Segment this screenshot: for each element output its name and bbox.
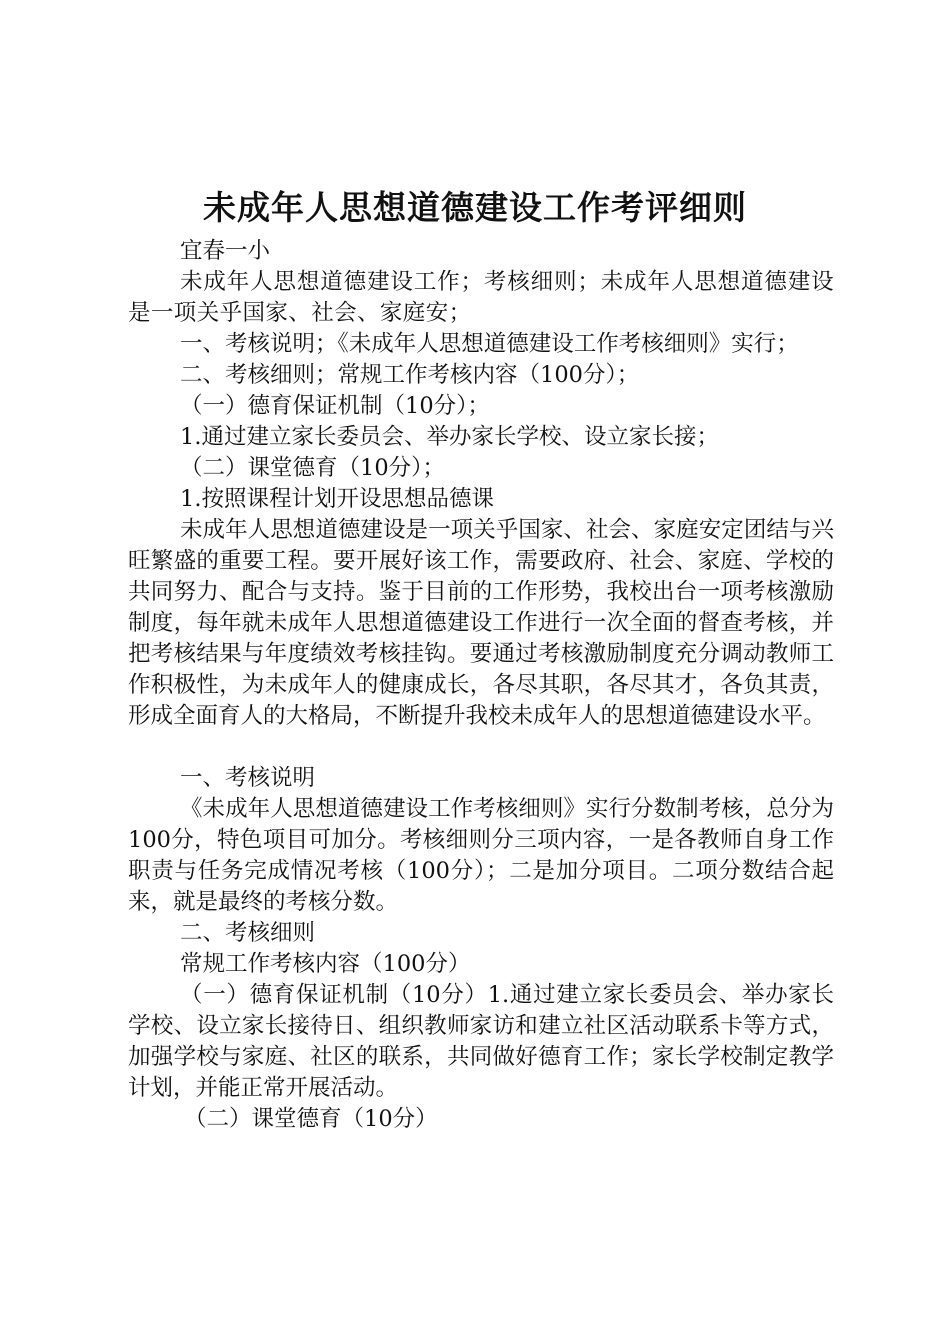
item-classroom-moral-education: （二）课堂德育（10分） bbox=[184, 1106, 438, 1132]
school-name: 宜春一小 bbox=[180, 238, 271, 264]
document-body bbox=[128, 236, 834, 1135]
summary-item-6: 1.按照课程计划开设思想品德课 bbox=[180, 486, 494, 512]
summary-item-2: 二、考核细则；常规工作考核内容（100分）； bbox=[180, 362, 640, 388]
document-title: 未成年人思想道德建设工作考评细则 bbox=[203, 188, 747, 227]
paragraph-spacer bbox=[128, 732, 834, 763]
summary-item-4: 1.通过建立家长委员会、举办家长学校、设立家长接； bbox=[180, 424, 719, 450]
summary-paragraph: 未成年人思想道德建设工作；考核细则；未成年人思想道德建设是一项关乎国家、社会、家庭安； bbox=[128, 269, 834, 326]
summary-item-1: 一、考核说明；《未成年人思想道德建设工作考核细则》实行； bbox=[180, 331, 799, 357]
summary-item-5: （二）课堂德育（10分）； bbox=[180, 455, 445, 481]
intro-paragraph: 未成年人思想道德建设是一项关乎国家、社会、家庭安定团结与兴旺繁盛的重要工程。要开展好该工作，需要政府、社会、家庭、学校的共同努力、配合与支持。鉴于目前的工作形势，我校出台一项考核激励制度，每年就未成年人思想道德建设工作进行一次全面的督查考核，并把考核结果与年度绩效考核挂钩。要通过考核激励制度充分调动教师工作积极性，为未成年人的健康成长，各尽其职，各尽其才，各负其责，形成全面育人的大格局，不断提升我校未成年人的思想道德建设水平。 bbox=[128, 517, 834, 729]
item-moral-education-mechanism: （一）德育保证机制（10分）1.通过建立家长委员会、举办家长学校、设立家长接待日、组织教师家访和建立社区活动联系卡等方式，加强学校与家庭、社区的联系，共同做好德育工作；家长学校制定教学计划，并能正常开展活动。 bbox=[128, 982, 834, 1101]
summary-item-3: （一）德育保证机制（10分）； bbox=[180, 393, 490, 419]
section-heading-details: 二、考核细则 bbox=[180, 920, 316, 946]
section-heading-explanation: 一、考核说明 bbox=[180, 765, 316, 791]
explanation-paragraph: 《未成年人思想道德建设工作考核细则》实行分数制考核，总分为100分，特色项目可加分。考核细则分三项内容，一是各教师自身工作职责与任务完成情况考核（100分）；二是加分项目。二项分数结合起来，就是最终的考核分数。 bbox=[128, 796, 834, 915]
subsection-heading-routine: 常规工作考核内容（100分） bbox=[180, 951, 471, 977]
